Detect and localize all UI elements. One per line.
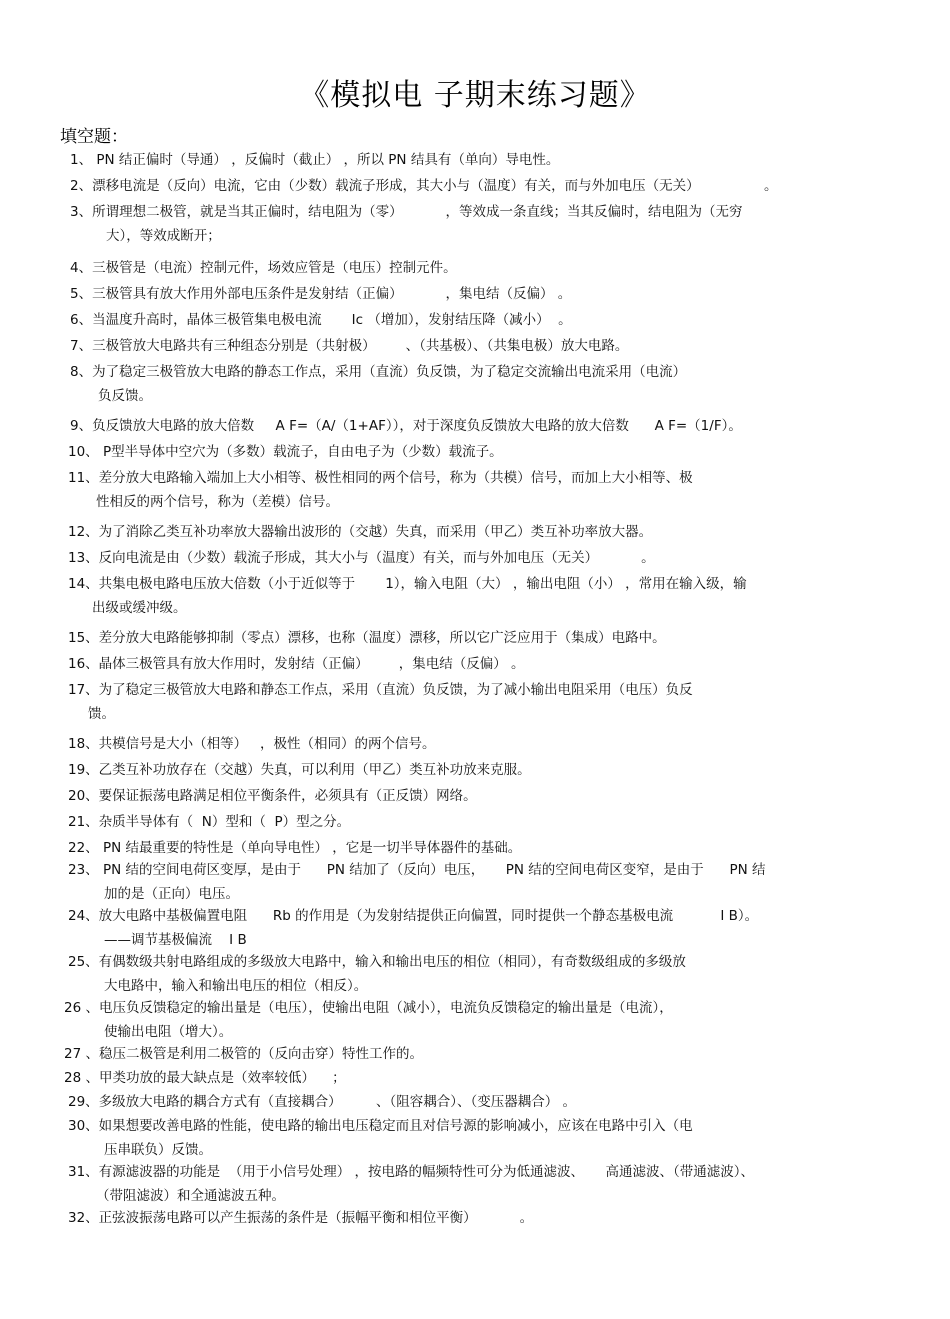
- question-item: [68, 1206, 533, 1230]
- question-text: 29、多级放大电路的耦合方式有（直接耦合） 、（阻容耦合）、（变压器耦合） 。: [68, 1094, 577, 1110]
- question-text: 20、要保证振荡电路满足相位平衡条件，必须具有（正反馈）网络。: [68, 788, 477, 804]
- question-text: 9、负反馈放大电路的放大倍数 A F=（A/（1+AF）），对于深度负反馈放大电路的放大倍数 A F=（1/F）。: [70, 418, 742, 434]
- question-item: [70, 200, 743, 248]
- question-text: 13、反向电流是由（少数）载流子形成，其大小与（温度）有关，而与外加电压（无关） 。: [68, 550, 655, 566]
- question-text: 27 、稳压二极管是利用二极管的（反向击穿）特性工作的。: [64, 1046, 423, 1062]
- question-text: 14、共集电极电路电压放大倍数（小于近似等于 1），输入电阻（大） ，输出电阻（小） ，常用在输入级，输: [68, 576, 747, 592]
- question-item: [68, 466, 693, 514]
- question-text: 3、所谓理想二极管，就是当其正偏时，结电阻为（零） ，等效成一条直线；当其反偏时，结电阻为（无穷: [70, 204, 743, 220]
- question-item: [70, 256, 457, 280]
- question-text-continuation: 使输出电阻（增大）。: [104, 1024, 233, 1040]
- question-item: [70, 360, 686, 408]
- question-item: [68, 784, 477, 808]
- question-text: 1、 PN 结正偏时（导通） ，反偏时（截止） ，所以 PN 结具有（单向）导电性。: [70, 152, 560, 168]
- question-item: [68, 520, 652, 544]
- question-item: [68, 440, 503, 464]
- question-item: [68, 836, 521, 860]
- question-item: [68, 758, 531, 782]
- question-item: [70, 148, 559, 172]
- question-item: [68, 1160, 754, 1208]
- question-item: [70, 308, 572, 332]
- question-item: [68, 810, 350, 834]
- question-text: 18、共模信号是大小（相等） ，极性（相同）的两个信号。: [68, 736, 436, 752]
- question-text: 12、为了消除乙类互补功率放大器输出波形的（交越）失真，而采用（甲乙）类互补功率放大器。: [68, 524, 653, 540]
- question-text: 32、正弦波振荡电路可以产生振荡的条件是（振幅平衡和相位平衡） 。: [68, 1210, 534, 1226]
- question-item: [64, 1066, 346, 1090]
- question-text: 31、有源滤波器的功能是 （用于小信号处理） ，按电路的幅频特性可分为低通滤波、 高通滤波、（带通滤波）、: [68, 1164, 755, 1180]
- question-text-continuation: （带阻滤波）和全通滤波五种。: [96, 1188, 285, 1204]
- question-text: 23、 PN 结的空间电荷区变厚，是由于 PN 结加了（反向）电压， PN 结的空间电荷区变窄，是由于 PN 结: [68, 862, 766, 878]
- question-text: 6、当温度升高时，晶体三极管集电极电流 Ic （增加），发射结压降（减小） 。: [70, 312, 572, 328]
- question-item: [68, 858, 766, 906]
- question-text-continuation: ——调节基极偏流 I B: [104, 932, 247, 948]
- question-text: 17、为了稳定三极管放大电路和静态工作点，采用（直流）负反馈，为了减小输出电阻采用（电压）负反: [68, 682, 693, 698]
- question-text-continuation: 大），等效成断开；: [106, 228, 221, 244]
- section-heading: 填空题：: [60, 127, 128, 147]
- question-item: [68, 626, 666, 650]
- question-item: [68, 732, 436, 756]
- question-text: 24、放大电路中基极偏置电阻 Rb 的作用是（为发射结提供正向偏置，同时提供一个静态基极电流 I B）。: [68, 908, 759, 924]
- question-item: [70, 414, 742, 438]
- question-text: 26 、电压负反馈稳定的输出量是（电压），使输出电阻（减小），电流负反馈稳定的输出量是（电流），: [64, 1000, 673, 1016]
- question-text: 25、有偶数级共射电路组成的多级放大电路中，输入和输出电压的相位（相同），有奇数级组成的多级放: [68, 954, 686, 970]
- question-item: [68, 904, 758, 952]
- question-text: 7、三极管放大电路共有三种组态分别是（共射极） 、（共基极）、（共集电极）放大电路。: [70, 338, 629, 354]
- question-item: [68, 1090, 576, 1114]
- question-text: 16、晶体三极管具有放大作用时，发射结（正偏） ，集电结（反偏） 。: [68, 656, 525, 672]
- question-text: 15、差分放大电路能够抑制（零点）漂移，也称（温度）漂移，所以它广泛应用于（集成）电路中。: [68, 630, 666, 646]
- question-text: 30、如果想要改善电路的性能，使电路的输出电压稳定而且对信号源的影响减小，应该在电路中引入（电: [68, 1118, 693, 1134]
- question-text: 21、杂质半导体有（ N）型和（ P）型之分。: [68, 814, 351, 830]
- question-item: [64, 1042, 423, 1066]
- question-item: [68, 1114, 693, 1162]
- question-text: 5、三极管具有放大作用外部电压条件是发射结（正偏） ，集电结（反偏） 。: [70, 286, 572, 302]
- question-text: 10、 P型半导体中空穴为（多数）载流子，自由电子为（少数）载流子。: [68, 444, 503, 460]
- question-text: 11、差分放大电路输入端加上大小相等、极性相同的两个信号，称为（共模）信号，而加上大小相等、极: [68, 470, 693, 486]
- question-text-continuation: 出级或缓冲级。: [92, 600, 187, 616]
- question-text: 2、漂移电流是（反向）电流，它由（少数）载流子形成，其大小与（温度）有关，而与外加电压（无关） 。: [70, 178, 778, 194]
- question-text: 4、三极管是（电流）控制元件，场效应管是（电压）控制元件。: [70, 260, 457, 276]
- question-text-continuation: 压串联负）反馈。: [104, 1142, 212, 1158]
- question-item: [68, 678, 693, 726]
- question-item: [68, 652, 525, 676]
- question-text: 28 、甲类功放的最大缺点是（效率较低） ；: [64, 1070, 346, 1086]
- question-item: [70, 334, 628, 358]
- question-text-continuation: 馈。: [88, 706, 115, 722]
- question-item: [70, 174, 777, 198]
- question-item: [70, 282, 571, 306]
- question-text-continuation: 大电路中，输入和输出电压的相位（相反）。: [104, 978, 368, 994]
- question-text: 22、 PN 结最重要的特性是（单向导电性） ，它是一切半导体器件的基础。: [68, 840, 522, 856]
- question-text: 19、乙类互补功放存在（交越）失真，可以利用（甲乙）类互补功放来克服。: [68, 762, 531, 778]
- question-text: 8、为了稳定三极管放大电路的静态工作点，采用（直流）负反馈，为了稳定交流输出电流采用（电流）: [70, 364, 687, 380]
- question-item: [68, 950, 686, 998]
- question-text-continuation: 加的是（正向）电压。: [104, 886, 239, 902]
- question-item: [68, 546, 655, 570]
- page-title: 《模拟电 子期末练习题》: [299, 78, 651, 113]
- question-item: [64, 996, 673, 1044]
- question-text-continuation: 负反馈。: [98, 388, 152, 404]
- question-text-continuation: 性相反的两个信号，称为（差模）信号。: [96, 494, 339, 510]
- question-item: [68, 572, 747, 620]
